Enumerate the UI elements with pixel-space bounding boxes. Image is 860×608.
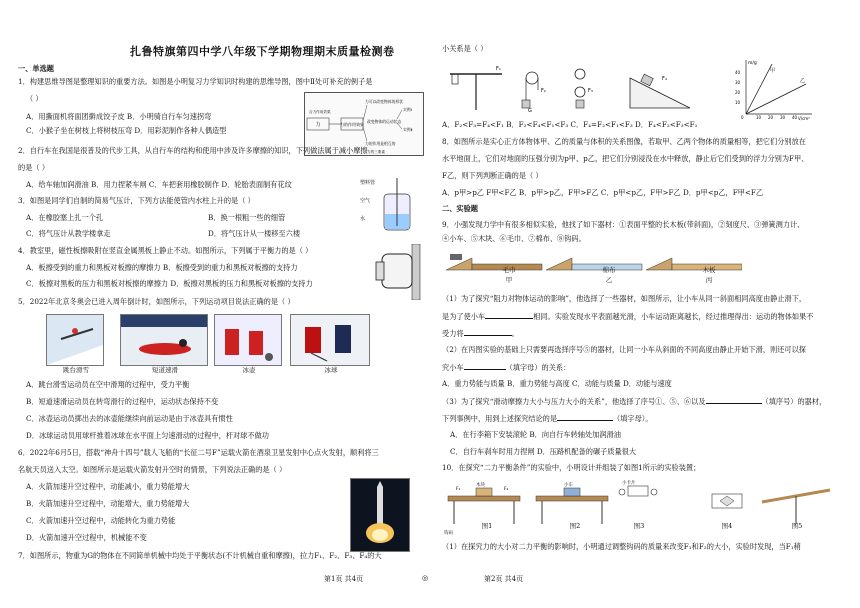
mm-force: 力 [315,122,321,128]
mm-ex1: 实例Ⅰ [403,107,412,112]
q9-3-line1 [442,396,826,408]
cap-fig1: 图1 [481,522,493,530]
simple-machines-figure [446,60,710,112]
fig1-f2: F₂ [504,487,509,492]
cap-fig4: 图4 [721,522,733,530]
q5-opt-c: C．冰壶运动员掷出去的冰壶能继续向前运动是由于冰壶具有惯性 [26,414,233,423]
q9-1-blank2[interactable] [464,328,512,336]
mass-volume-graph [732,56,816,122]
mm-effect: 力的作用效果 [340,122,364,127]
q7-opts: A．F₂<F₃=F₄<F₁ B．F₂<F₄<F₁<F₃ C．F₄=F₂<F₁<F₃ D．F₄<F₂<F₃<F₁ [442,120,698,129]
graph-series-a: 甲 [770,68,776,74]
cap-ice-hockey: 冰球 [324,366,338,374]
q9-2-text-a: 究小车 [442,363,464,372]
eraser-figure [372,244,424,300]
label-f1: F₁ [496,66,501,72]
mm-state: 改变物体的运动状态 [367,119,402,124]
q5-opt-d: D．冰球运动员用球杆推着冰球在水平面上匀速滑动的过程中，杆对球不做功 [26,431,269,440]
graph-origin: 0 [741,115,744,120]
left-column [18,0,429,583]
mm-elements: 力的三要素 [367,150,385,154]
photo-ice-hockey [290,314,370,366]
q9-1-line1: （1）为了探究“阻力对物体运动的影响”，他选择了一些器材，如图所示，让小车从同一斜面相同高度由静止滑下， [442,294,807,303]
graph-series-b: 乙 [800,78,806,84]
q9-1-text-a: 是为了使小车 [442,312,486,321]
q2-line2: 的是（ ） [18,163,50,172]
graph-x30: 30 [780,115,786,120]
q8-line1: 8．如图所示是实心正方体物体甲、乙的质量与体积的关系图像，若取甲、乙两个物体的质量相等，把它们分别放在 [442,137,806,146]
q6-opt-d: D．火箭加速升空过程中，机械能不变 [26,533,147,542]
graph-xlabel: V/cm³ [798,116,810,121]
q9-3-line2 [442,413,653,425]
label-air: 空气 [360,198,371,204]
mm-ex2: 实例Ⅱ [403,127,413,132]
q8-opts: A．p甲>p乙 F甲<F乙 B．p甲>p乙，F甲>F乙 C．p甲<p乙，F甲>F乙 D．p甲<p乙，F甲<F乙 [442,188,764,197]
q7-line1: 7．如图所示，物重为G的物体在不同简单机械中均处于平衡状态(不计机械自重和摩擦)，拉力F₁、F₂、F₃、F₄的大 [18,551,382,560]
q9-1-text-b: 相同。实验发现水平表面越光滑，小车运动距离越长，经过推理得出：运动的物体如果不 [533,312,814,321]
q10-line1: 10．在探究“二力平衡条件”的实验中，小明设计并组装了如图1所示的实验装置； [442,463,701,472]
fig3-card: 小卡片 [622,481,636,486]
q2-opts: A．给车轴加润滑油 B．用力捏紧车闸 C．车把套用橡胶制作 D．轮胎表面制有花纹 [26,180,292,189]
cap-fig3: 图3 [633,522,645,530]
q9-3-opts-ab: A．在行李箱下安装滚轮 B．向自行车转轴处加润滑油 [450,430,621,439]
q3-opt-d: D．将气压计从一楼移至六楼 [208,229,301,238]
q5-opt-a: A．跳台滑雪运动员在空中滑翔的过程中，受力平衡 [26,380,190,389]
footer-page2: 第2页 共4页 [484,575,524,583]
photo-speed-skating [120,314,208,366]
barometer-figure [358,174,424,236]
q5-line1: 5．2022年北京冬奥会已进入周年倒计时，如图所示，下列运动项目说法正确的是（ ） [18,297,295,306]
q6-opt-b: B．火箭加速升空过程中，动能增大，重力势能增大 [26,499,190,508]
q6-opt-a: A．火箭加速升空过程中，动能减小，重力势能增大 [26,482,190,491]
photo-ski-jump [46,314,104,366]
fig1-weights: 钩码 [444,531,453,536]
q1-line2: （ ） [26,94,43,103]
q5-opt-b: B．短道速滑运动员在转弯滑行的过程中，运动状态保持不变 [26,397,219,406]
label-g: G [528,108,532,112]
q9-2-line2 [442,362,570,374]
mm-shape: 力可以改变物体的形状 [365,99,403,104]
right-column [442,0,844,583]
q9-1-blank1[interactable] [485,311,533,319]
cap-ski-jump: 跳台滑雪 [63,366,89,374]
q9-line2: ④小车、⑤木块、⑥毛巾、⑦棉布、⑧钩码。 [442,234,586,243]
cap-fig2: 图2 [569,522,581,530]
photo-rocket-launch [350,478,410,552]
q9-1-text-c: 受力将 [442,329,464,338]
q8-line3: F乙，则下列判断正确的是（ ） [442,171,543,180]
page-title: 扎鲁特旗第四中学八年级下学期物理期末质量检测卷 [130,45,395,58]
cap-cotton: 棉布 [602,266,616,274]
cap-curling: 冰壶 [242,366,256,374]
photo-curling [214,314,282,366]
label-f3: F₃ [588,88,593,94]
q3-line1: 3．如图是同学们自制的简易气压计，下列方法能使管内水柱上升的是（ ） [18,196,255,205]
q1-opt-ab: A．用撕面机将面团擀成饺子皮 B．小明骑自行车匀速拐弯 [26,112,212,121]
q9-3-blank1[interactable] [706,396,762,404]
mm-mutual: 力的作用是相互的 [365,141,396,146]
label-f2: F₂ [541,88,546,94]
section-single-choice: 一、单选题 [18,64,54,73]
graph-x20: 20 [768,115,774,120]
label-water: 水 [360,216,366,222]
cap-speed-skating: 短道速滑 [152,366,178,374]
q1-opt-cd: C．小猴子坐在树枝上将树枝压弯 D．用彩泥制作各种人偶造型 [26,126,227,135]
q4-opt-cd: C．板擦对黑板的压力和黑板对板擦的摩擦力 D．板擦对黑板的压力和黑板对板擦的支持力 [26,279,313,288]
q4-line1: 4．教室里，磁性板擦吸附在竖直金属黑板上静止不动。如图所示，下列属于平衡力的是（ ） [18,246,313,255]
q3-opt-a: A．在橡胶塞上扎一个孔 [26,213,104,222]
footer-page1: 第1页 共4页 [324,575,364,583]
q9-2-line1: （2）在丙图实验的基础上只需要再选择序号⑤的器材，让同一小车从斜面的不同高度由静止开始下滑，则还可以探 [442,345,806,354]
graph-y40: 40 [735,70,741,75]
graph-y10: 10 [735,100,741,105]
graph-y30: 30 [735,80,741,85]
q9-3-text-c: 下列事例中，用到上述探究结论的是 [442,414,558,423]
q9-3-blank2[interactable] [557,413,613,421]
q6-line1: 6．2022年6月5日，搭载“神舟十四号”载人飞船的“长征二号F”运载火箭在酒泉卫星发射中心点火发射，顺利将三 [18,448,379,457]
fig1-f1: F₁ [456,487,461,492]
q6-line2: 名航天员送入太空。如图所示是运载火箭发射升空时的情景，下列说法正确的是（ ） [18,465,287,474]
q9-2-blank[interactable] [464,362,506,370]
q9-line1: 9．小强发现力学中有很多相似实验，他找了如下器材：①表面平整的长木板(带斜面)，②刻度尺、③弹簧测力计、 [442,220,805,229]
q9-3-opts-cd: C．自行车刹车时用力捏闸 D．压路机配备的碾子质量很大 [450,447,637,456]
cap-fig5: 图5 [791,522,803,530]
cap-yi: 乙 [605,276,613,284]
q9-1-text-d: 。 [511,329,519,338]
q7-cont: 小关系是（ ） [442,44,488,53]
q9-1-line2 [442,311,813,323]
cap-jia: 甲 [505,276,513,284]
mm-combined: 合力作用效果 [309,110,331,114]
q3-opt-b: B．换一根粗一些的细管 [208,213,286,222]
cap-wood: 木板 [702,266,716,274]
q4-opt-ab: A．板擦受到的重力和黑板对板擦的摩擦力 B．板擦受到的重力和黑板对板擦的支持力 [26,263,298,272]
q9-3-text-b: （填序号）的器材， [761,397,827,406]
q8-line2: 水平地面上，它们对地面的压强分别为p甲、p乙，把它们分别浸没在水中释放，静止后它们受到的浮力分别为F甲、 [442,154,809,163]
q9-1-line3 [442,328,519,340]
fig1-block: 木块 [476,483,485,488]
graph-x40: 40 [792,115,798,120]
q9-3-text-a: （3）为了探究“滑动摩擦力大小与压力大小的关系”，他选择了序号①、⑤、⑥以及 [442,397,706,406]
graph-y20: 20 [735,90,741,95]
equilibrium-figures [442,478,834,542]
q2-line1: 2．自行车在我国是很普及的代步工具，从自行车的结构和使用中涉及许多摩擦的知识，下列做法属于减小摩擦 [18,146,368,155]
graph-x10: 10 [756,115,762,120]
label-tube: 塑料管 [360,180,376,186]
page-divider-mark: ◎ [422,574,429,582]
q3-opt-c: C．将气压计从教学楼拿走 [26,229,111,238]
q10-1-line1: （1）在探究力的大小对二力平衡的影响时，小明通过调整钩码的质量来改变F₁和F₂的大小，实验时发现，当F₁稍 [442,542,801,551]
cap-towel: 毛巾 [502,266,516,274]
q9-3-text-d: （填字母）。 [613,414,653,423]
section-experiment: 二、实验题 [442,204,478,213]
q9-2-opts: A．重力势能与质量 B．重力势能与高度 C．动能与质量 D．动能与速度 [442,379,672,388]
fig2-cart: 小车 [564,483,573,488]
cap-bing: 丙 [705,276,713,284]
label-f4: F₄ [662,76,667,82]
q9-2-text-b: （填字母）的关系： [505,363,571,372]
q1-line1: 1．构建思维导图是整理知识的重要方法。如图是小明复习力学知识时构建的思维导图，图中Ⅱ处可补充的例子是 [18,77,373,86]
q6-opt-c: C．火箭加速升空过程中，动能转化为重力势能 [26,516,176,525]
graph-ylabel: m/g [748,61,757,66]
